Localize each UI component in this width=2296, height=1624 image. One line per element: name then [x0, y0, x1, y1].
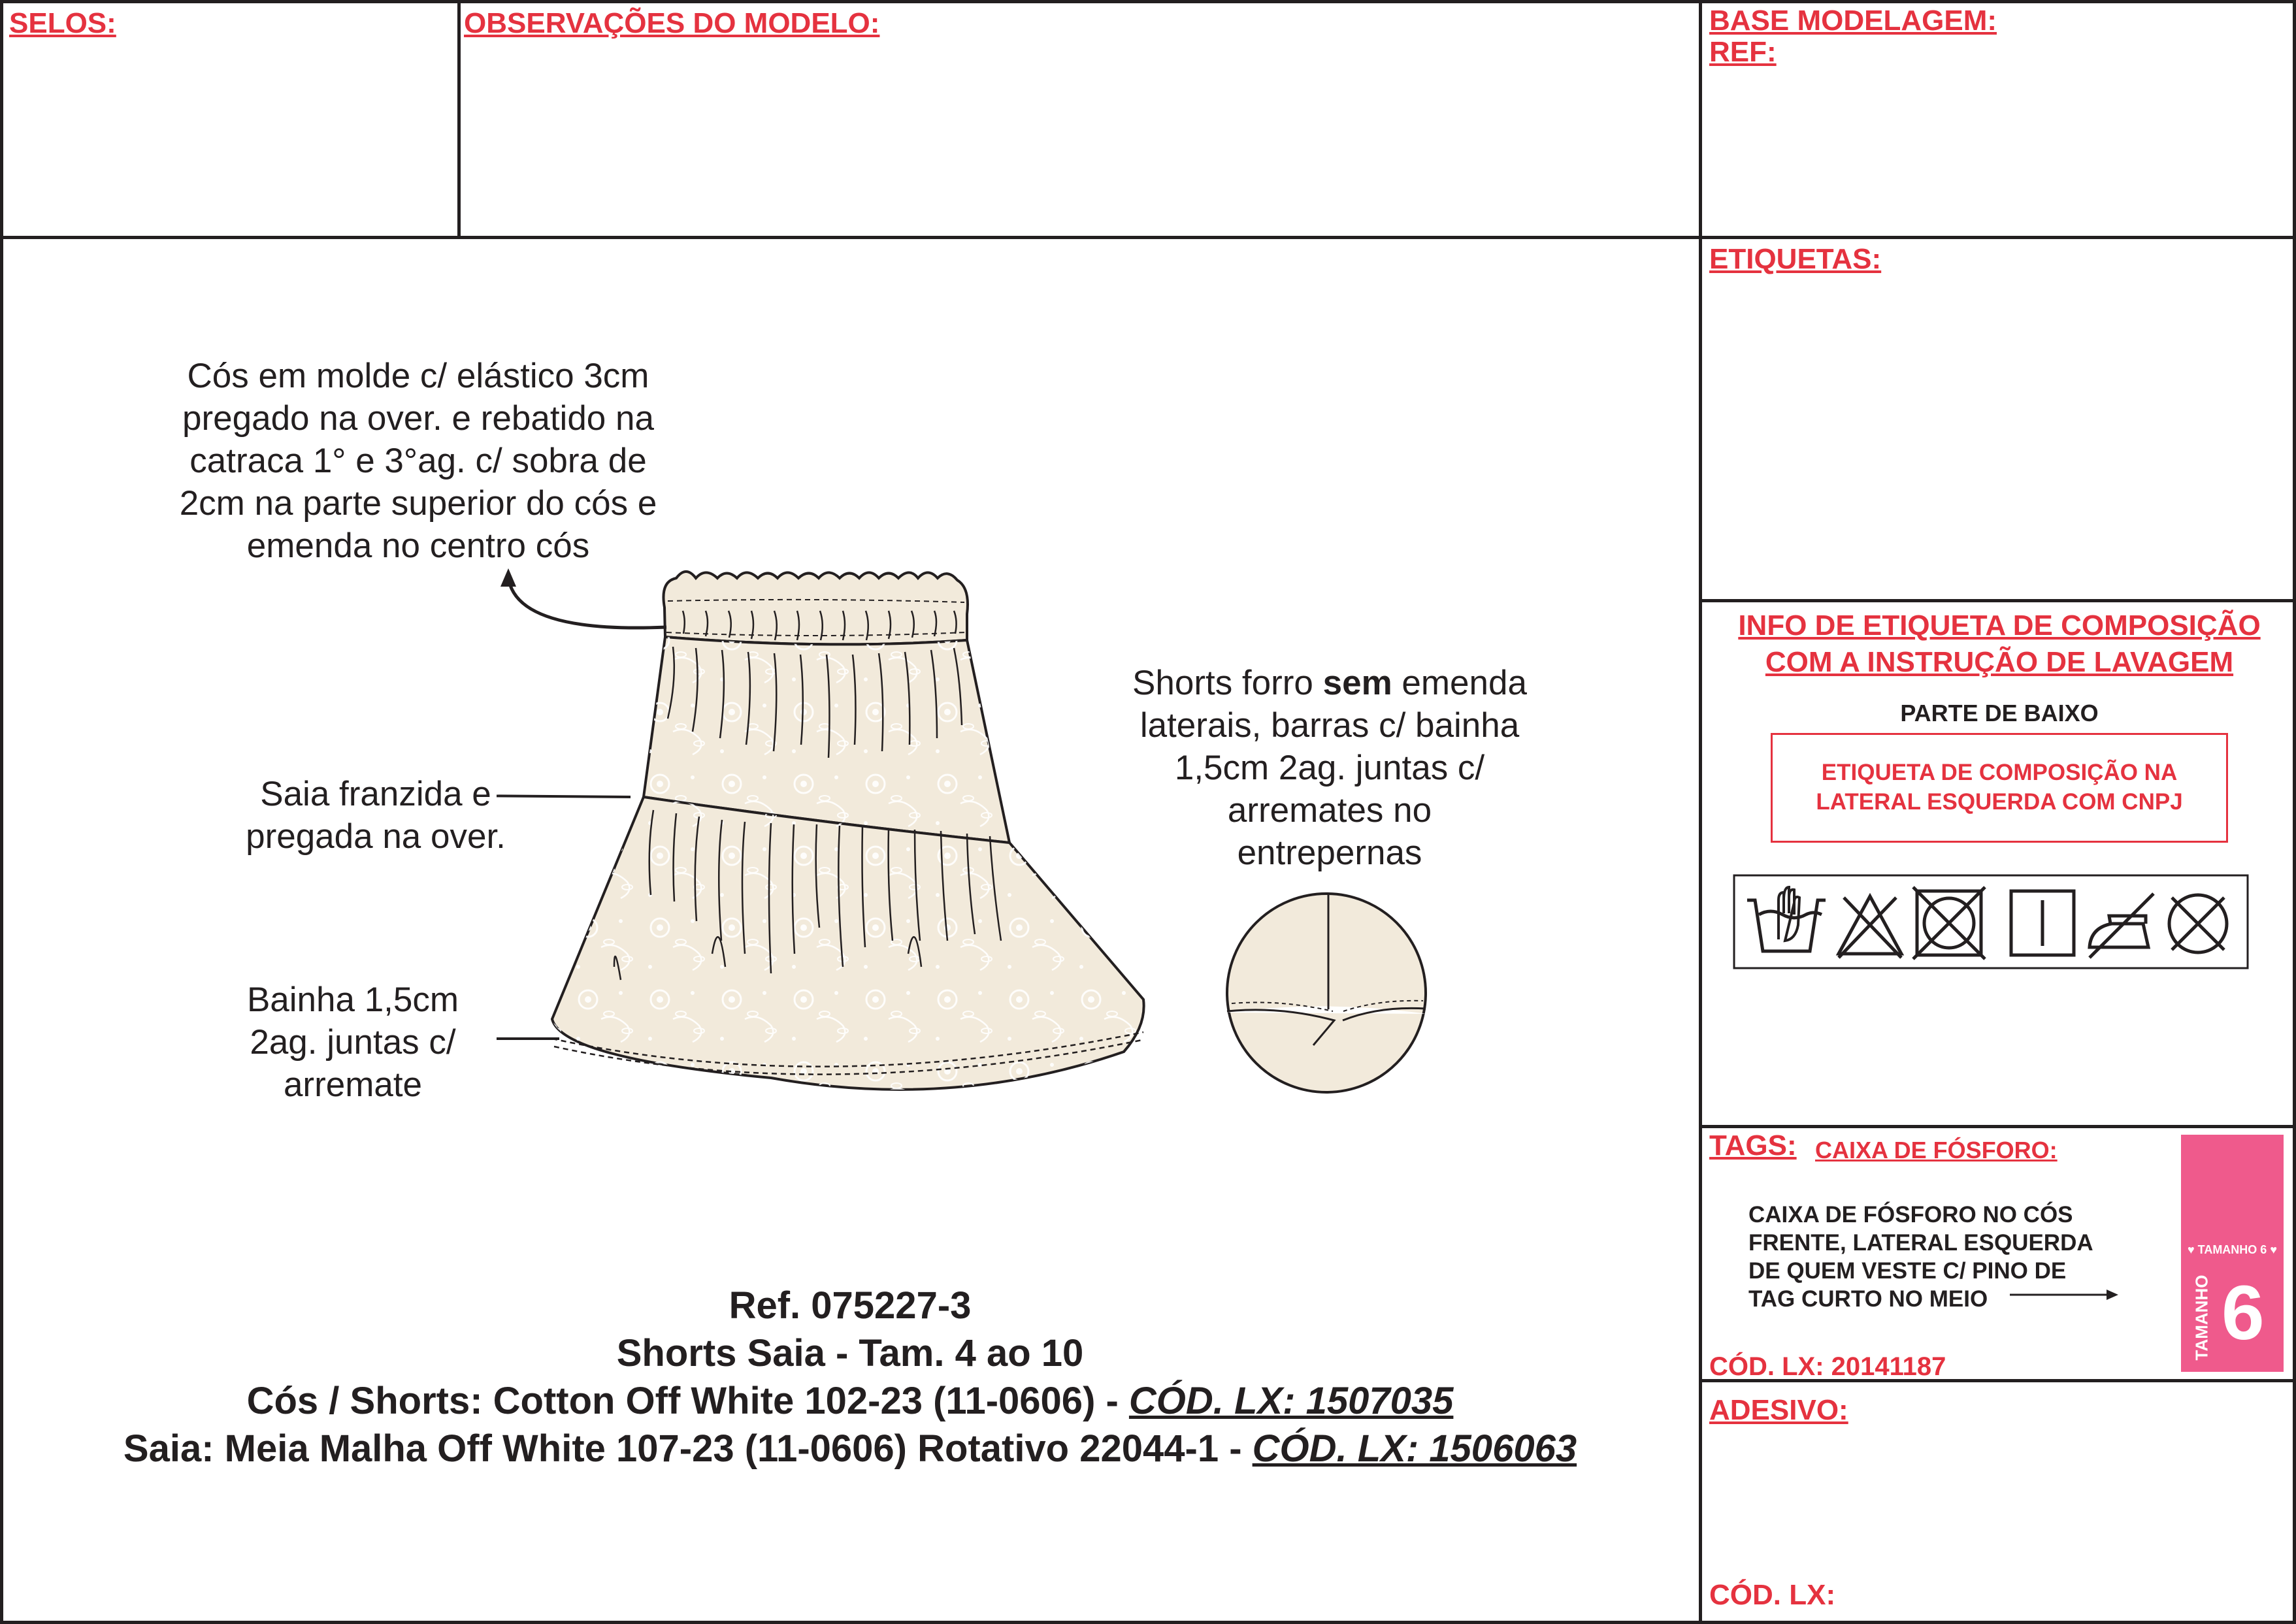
shorts-line: arremates no [1227, 791, 1432, 830]
composicao-line2: LATERAL ESQUERDA COM CNPJ [1816, 789, 2183, 815]
shorts-line1-pre: Shorts forro [1132, 664, 1323, 702]
tag-instruction-line: DE QUEM VESTE C/ PINO DE [1748, 1258, 2067, 1284]
cos-line: Cós em molde c/ elástico 3cm [187, 357, 649, 395]
ref-name: Shorts Saia - Tam. 4 ao 10 [616, 1332, 1084, 1374]
etiquetas-heading: ETIQUETAS: [1709, 243, 1882, 275]
info-etiqueta-title [1705, 608, 2293, 681]
line-dry-icon [2011, 891, 2074, 955]
no-tumble-dry-icon [1913, 887, 1985, 959]
cos-line: emenda no centro cós [246, 527, 590, 565]
size-tag-top-label: ♥ TAMANHO 6 ♥ [2187, 1243, 2278, 1256]
etiquetas-divider [1701, 599, 2296, 602]
base-modelagem-heading: BASE MODELAGEM: [1709, 5, 1997, 37]
no-bleach-icon [1839, 896, 1901, 958]
ref-saia-code: CÓD. LX: 1506063 [1252, 1427, 1577, 1470]
saia-arrow [497, 796, 631, 797]
shorts-line1-bold: sem [1322, 664, 1392, 702]
bainha-line: arremate [283, 1065, 423, 1104]
info-title-line1: INFO DE ETIQUETA DE COMPOSIÇÃO [1738, 609, 2261, 641]
hand-wash-icon [1747, 887, 1826, 951]
care-symbols-strip [1733, 874, 2249, 969]
cos-line: 2cm na parte superior do cós e [179, 484, 657, 523]
tag-instruction-line: FRENTE, LATERAL ESQUERDA [1748, 1230, 2093, 1256]
selos-heading: SELOS: [9, 7, 116, 39]
no-iron-icon [2090, 894, 2154, 958]
bainha-annotation [203, 979, 503, 1106]
cod-lx-adesivo: CÓD. LX: [1709, 1579, 1836, 1611]
adesivo-heading: ADESIVO: [1709, 1394, 1848, 1426]
observacoes-heading: OBSERVAÇÕES DO MODELO: [464, 7, 880, 39]
tag-arrow [2010, 1287, 2121, 1303]
bainha-line: Bainha 1,5cm [246, 981, 459, 1019]
tag-instruction-line: TAG CURTO NO MEIO [1748, 1286, 1988, 1312]
shorts-line1-post: emenda [1392, 664, 1527, 702]
no-dry-clean-icon [2169, 895, 2227, 952]
shorts-line: laterais, barras c/ bainha [1140, 706, 1520, 745]
reference-block [0, 1282, 1700, 1472]
cos-line: pregado na over. e rebatido na [182, 399, 654, 438]
ref-number: Ref. 075227-3 [729, 1284, 972, 1327]
shorts-line: 1,5cm 2ag. juntas c/ [1174, 749, 1485, 787]
composicao-line1: ETIQUETA DE COMPOSIÇÃO NA [1821, 760, 2178, 785]
cod-lx-tag: CÓD. LX: 20141187 [1709, 1352, 1946, 1381]
ref-cos-line [0, 1377, 1700, 1425]
size-tag-number: 6 [2222, 1270, 2265, 1356]
cos-line: catraca 1° e 3°ag. c/ sobra de [189, 442, 647, 480]
caixa-fosforo-heading: CAIXA DE FÓSFORO: [1815, 1137, 2058, 1163]
info-title-line2: COM A INSTRUÇÃO DE LAVAGEM [1765, 646, 2234, 678]
size-tag-side-label: TAMANHO [2191, 1275, 2212, 1361]
saia-line: Saia franzida e [260, 775, 491, 813]
size-tag [2181, 1135, 2284, 1372]
composicao-box [1771, 733, 2228, 843]
shorts-detail [1227, 894, 1426, 1092]
shorts-line: entrepernas [1237, 834, 1422, 872]
cos-annotation [131, 355, 706, 567]
parte-de-baixo-label: PARTE DE BAIXO [1900, 700, 2099, 726]
bainha-line: 2ag. juntas c/ [250, 1023, 456, 1062]
saia-line: pregada na over. [246, 817, 506, 856]
tag-instruction-line: CAIXA DE FÓSFORO NO CÓS [1748, 1202, 2073, 1227]
selos-divider [457, 0, 461, 238]
ref-saia-line [0, 1425, 1700, 1472]
ref-cos-code: CÓD. LX: 1507035 [1128, 1380, 1454, 1422]
outer-border-top [0, 0, 2296, 3]
tags-heading: TAGS: [1709, 1129, 1797, 1161]
outer-border-bottom [0, 1621, 2296, 1624]
info-divider [1701, 1125, 2296, 1128]
size-tag-top-text: TAMANHO 6 [2197, 1243, 2267, 1256]
ref-cos-text: Cós / Shorts: Cotton Off White 102-23 (11-0606) - [246, 1380, 1129, 1422]
ref-saia-text: Saia: Meia Malha Off White 107-23 (11-0606) Rotativo 22044-1 - [123, 1427, 1253, 1470]
cos-callout-arrow [490, 562, 673, 640]
saia-annotation [216, 773, 536, 858]
header-divider [0, 236, 2296, 239]
waistband [663, 572, 968, 644]
ref-heading: REF: [1709, 36, 1777, 68]
